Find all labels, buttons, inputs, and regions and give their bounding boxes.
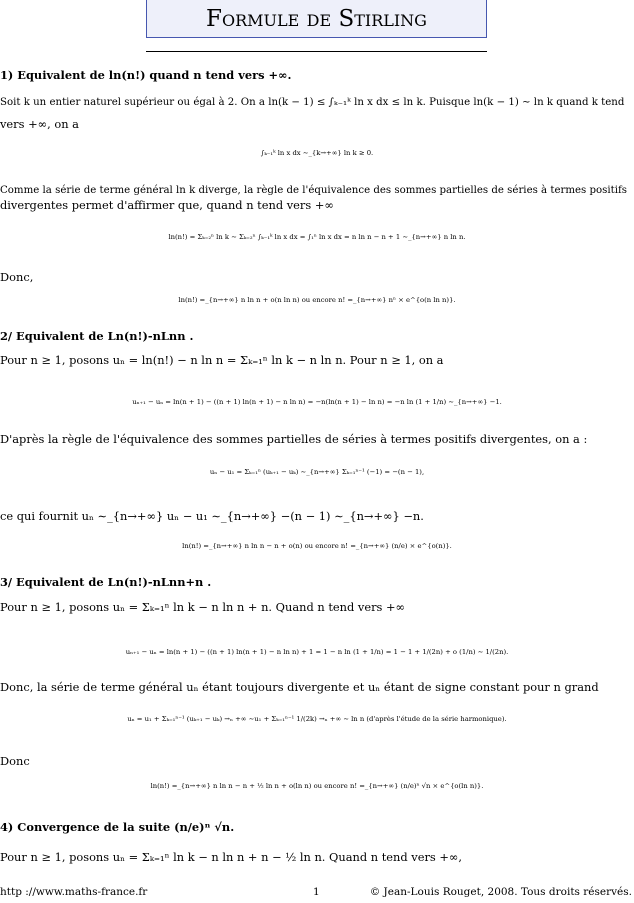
section-1-heading: 1) Equivalent de ln(n!) quand n tend vers +∞. <box>0 68 292 82</box>
page-title-text: Formule de Stirling <box>206 5 427 32</box>
section-3-equation-2: uₙ = u₁ + Σₖ₌₁ⁿ⁻¹ (uₖ₊₁ − uₖ) →ₙ +∞ ∼u₁ + Σₖ₌₁ⁿ⁻¹ 1/(2k) →ₙ +∞ ∼ ln n (d'après l'étude de la série harmonique). <box>127 715 507 723</box>
page-title <box>146 0 487 38</box>
section-2-paragraph-2: D'après la règle de l'équivalence des sommes partielles de séries à termes positifs divergentes, on a : <box>0 432 588 446</box>
section-1-paragraph-2a: Comme la série de terme général ln k diverge, la règle de l'équivalence des sommes partielles de séries à termes positifs <box>0 185 628 196</box>
section-1-equation-1: ∫ₖ₋₁ᵏ ln x dx ∼_{k→+∞} ln k ≥ 0. <box>260 149 374 157</box>
section-1-equation-3: ln(n!) =_{n→+∞} n ln n + o(n ln n) ou encore n! =_{n→+∞} nⁿ × e^{o(n ln n)}. <box>178 296 456 304</box>
section-4-paragraph-1: Pour n ≥ 1, posons uₙ = Σₖ₌₁ⁿ ln k − n ln n + n − ½ ln n. Quand n tend vers +∞, <box>0 850 463 864</box>
section-1-paragraph-1b: vers +∞, on a <box>0 117 79 131</box>
footer-copyright: © Jean-Louis Rouget, 2008. Tous droits réservés. <box>369 886 632 898</box>
section-1-paragraph-2b: divergentes permet d'affirmer que, quand n tend vers +∞ <box>0 198 334 212</box>
section-4-heading: 4) Convergence de la suite (n/e)ⁿ √n. <box>0 820 235 834</box>
section-2-equation-1: uₙ₊₁ − uₙ = ln(n + 1) − ((n + 1) ln(n + 1) − n ln n) = −n(ln(n + 1) − ln n) = −n ln (1 + 1/n) ∼_{n→+∞} −1. <box>132 398 502 406</box>
section-1-equation-2: ln(n!) = Σₖ₌₂ⁿ ln k ∼ Σₖ₌₂ⁿ ∫ₖ₋₁ᵏ ln x dx = ∫₁ⁿ ln x dx = n ln n − n + 1 ∼_{n→+∞} n ln n. <box>168 233 466 241</box>
section-2-paragraph-1: Pour n ≥ 1, posons uₙ = ln(n!) − n ln n = Σₖ₌₁ⁿ ln k − n ln n. Pour n ≥ 1, on a <box>0 353 444 367</box>
section-2-equation-3: ln(n!) =_{n→+∞} n ln n − n + o(n) ou encore n! =_{n→+∞} (n/e) × e^{o(n)}. <box>182 542 452 550</box>
section-3-paragraph-1: Pour n ≥ 1, posons uₙ = Σₖ₌₁ⁿ ln k − n ln n + n. Quand n tend vers +∞ <box>0 600 406 614</box>
footer-url: http ://www.maths-france.fr <box>0 886 148 898</box>
section-1-paragraph-1a: Soit k un entier naturel supérieur ou égal à 2. On a ln(k − 1) ≤ ∫ₖ₋₁ᵏ ln x dx ≤ ln k. Puisque ln(k − 1) ∼ ln k quand k tend <box>0 97 625 108</box>
section-2-heading: 2/ Equivalent de Ln(n!)-nLnn . <box>0 329 194 343</box>
footer-page-number: 1 <box>313 886 320 898</box>
section-3-paragraph-2: Donc, la série de terme général uₙ étant toujours divergente et uₙ étant de signe constant pour n grand <box>0 680 599 694</box>
section-1-paragraph-3: Donc, <box>0 270 34 284</box>
section-2-equation-2: uₙ − u₁ = Σₖ₌₁ⁿ (uₖ₊₁ − uₖ) ∼_{n→+∞} Σₖ₌₁ⁿ⁻¹ (−1) = −(n − 1), <box>209 468 425 476</box>
section-3-paragraph-3: Donc <box>0 754 30 768</box>
section-2-paragraph-3: ce qui fournit uₙ ∼_{n→+∞} uₙ − u₁ ∼_{n→+∞} −(n − 1) ∼_{n→+∞} −n. <box>0 509 424 523</box>
title-underline <box>146 51 487 52</box>
section-3-equation-1: uₙ₊₁ − uₙ = ln(n + 1) − ((n + 1) ln(n + 1) − n ln n) + 1 = 1 − n ln (1 + 1/n) = 1 − 1 + 1/(2n) + o (1/n) ∼ 1/(2n). <box>125 648 509 656</box>
section-3-heading: 3/ Equivalent de Ln(n!)-nLnn+n . <box>0 575 212 589</box>
section-3-equation-3: ln(n!) =_{n→+∞} n ln n − n + ½ ln n + o(ln n) ou encore n! =_{n→+∞} (n/e)ⁿ √n × e^{o(ln n)}. <box>150 782 484 790</box>
